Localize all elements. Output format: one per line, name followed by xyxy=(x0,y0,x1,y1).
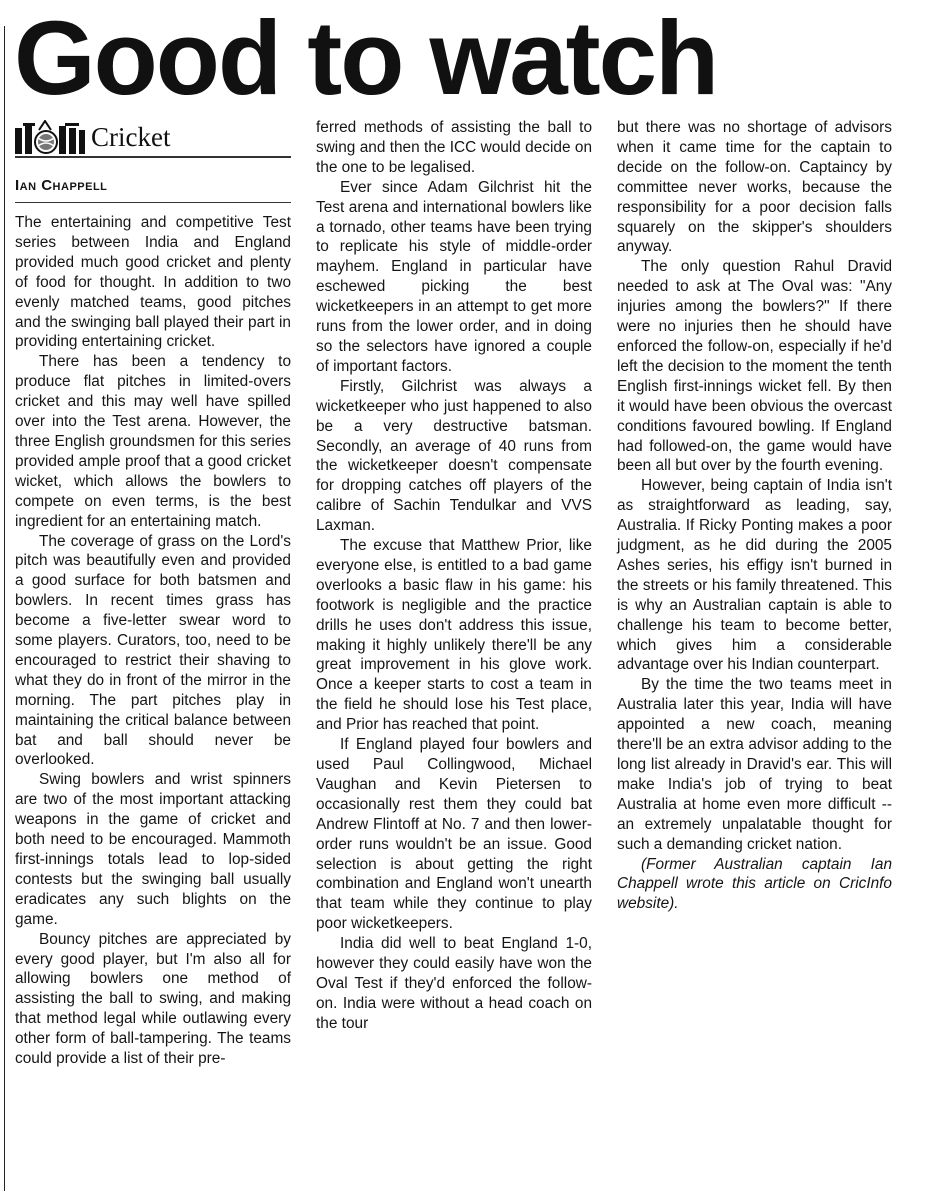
author-note: (Former Australian captain Ian Chappell wrote this article on CricInfo website). xyxy=(617,855,892,913)
paragraph: Firstly, Gilchrist was always a wicketkeeper who just happened to also be a very destructive batsman. Secondly, an average of 40 runs from the wicketkeeper doesn't compensate for dropping catches off players of the calibre of Sachin Tendulkar and VVS Laxman. xyxy=(316,377,592,535)
paragraph: but there was no shortage of advisors when it came time for the captain to decide on the follow-on. Captaincy by committee never works, because the responsibility for a poor decision falls squarely on the skipper's shoulders anyway. xyxy=(617,119,892,256)
column-2 xyxy=(316,118,592,1034)
column-1 xyxy=(15,118,291,1069)
paragraph: The entertaining and competitive Test series between India and England provided much good cricket and plenty of food for thought. In addition to two evenly matched teams, good pitches and the swinging ball played their part in providing entertaining cricket. xyxy=(15,214,291,351)
paragraph: If England played four bowlers and used Paul Collingwood, Michael Vaughan and Kevin Pietersen to occasionally rest them they could bat Andrew Flintoff at No. 7 and then lower-order runs wouldn't be an issue. Good selection is about getting the right combination and England won't unearth that team while they continue to play poor wicketkeepers. xyxy=(316,736,592,933)
paragraph: Swing bowlers and wrist spinners are two of the most important attacking weapons in the game of cricket and both need to be encouraged. Mammoth first-innings totals lead to lop-sided contests but the swinging ball usually eradicates any such blights on the game. xyxy=(15,771,291,928)
left-column-rule xyxy=(4,26,5,1191)
paragraph: There has been a tendency to produce flat pitches in limited-overs cricket and this may well have spilled over into the Test arena. However, the three English groundsmen for this series provided ample proof that a good cricket wicket, which allows the bowlers to compete on even terms, is the best ingredient for an entertaining match. xyxy=(15,353,291,530)
paragraph: By the time the two teams meet in Australia later this year, India will have appointed a new coach, meaning there'll be an extra advisor adding to the long list already in Dravid's ear. This will make India's job of trying to beat Australia at home even more difficult -- an extremely unpalatable thought for such a demanding cricket nation. xyxy=(617,676,892,853)
paragraph: However, being captain of India isn't as straightforward as leading, say, Australia. If Ricky Ponting makes a poor judgment, as he did during the 2005 Ashes series, his effigy isn't burned in the streets or his family threatened. This is why an Australian captain is able to challenge his team to become better, which gives him a considerable advantage over his Indian counterpart. xyxy=(617,477,892,674)
paragraph: Ever since Adam Gilchrist hit the Test arena and international bowlers like a tornado, other teams have been trying to replicate his style of middle-order mayhem. England in particular have eschewed picking the best wicketkeepers in an attempt to get more runs from the lower order, and in doing so the selectors have ignored a couple of important factors. xyxy=(316,178,592,375)
paragraph: The only question Rahul Dravid needed to ask at The Oval was: "Any injuries among the bowlers?" If there were no injuries then he should have enforced the follow-on, especially if he'd left the decision to the moment the tenth English first-innings wicket fell. By then it would have been obvious the overcast conditions favoured bowling. If England had followed-on, the game would have been all but over by the fourth evening. xyxy=(617,258,892,475)
paragraph: The coverage of grass on the Lord's pitch was beautifully even and provided a good surface for both batsmen and bowlers. In recent times grass has become a five-letter swear word to some players. Curators, too, need to be encouraged to restrict their shaving to what they do in front of the mirror in the morning. The part pitches play in maintaining the critical balance between bat and ball should never be overlooked. xyxy=(15,532,291,769)
column-3 xyxy=(617,118,892,914)
paragraph: ferred methods of assisting the ball to swing and then the ICC would decide on the one to be legalised. xyxy=(316,119,592,176)
section-label: Cricket xyxy=(91,122,171,152)
author-byline: Ian Chappell xyxy=(15,176,291,203)
cricket-stumps-ball-icon xyxy=(15,120,87,154)
paragraph: India did well to beat England 1-0, however they could easily have won the Oval Test if they'd enforced the follow-on. India were without a head coach on the tour xyxy=(316,935,592,1032)
section-header xyxy=(15,118,291,158)
paragraph: The excuse that Matthew Prior, like everyone else, is entitled to a bad game overlooks a basic flaw in his game: his footwork is negligible and the practice drills he uses don't address this issue, making it highly unlikely there'll be any great improvement in his glove work. Once a keeper starts to cost a team in the field he should lose his Test place, and Prior has reached that point. xyxy=(316,537,592,734)
paragraph: Bouncy pitches are appreciated by every good player, but I'm also all for allowing bowlers one method of assisting the ball to swing, and making that method legal while outlawing every other form of ball-tampering. The teams could provide a list of their pre- xyxy=(15,930,291,1068)
headline: Good to watch xyxy=(14,0,718,117)
